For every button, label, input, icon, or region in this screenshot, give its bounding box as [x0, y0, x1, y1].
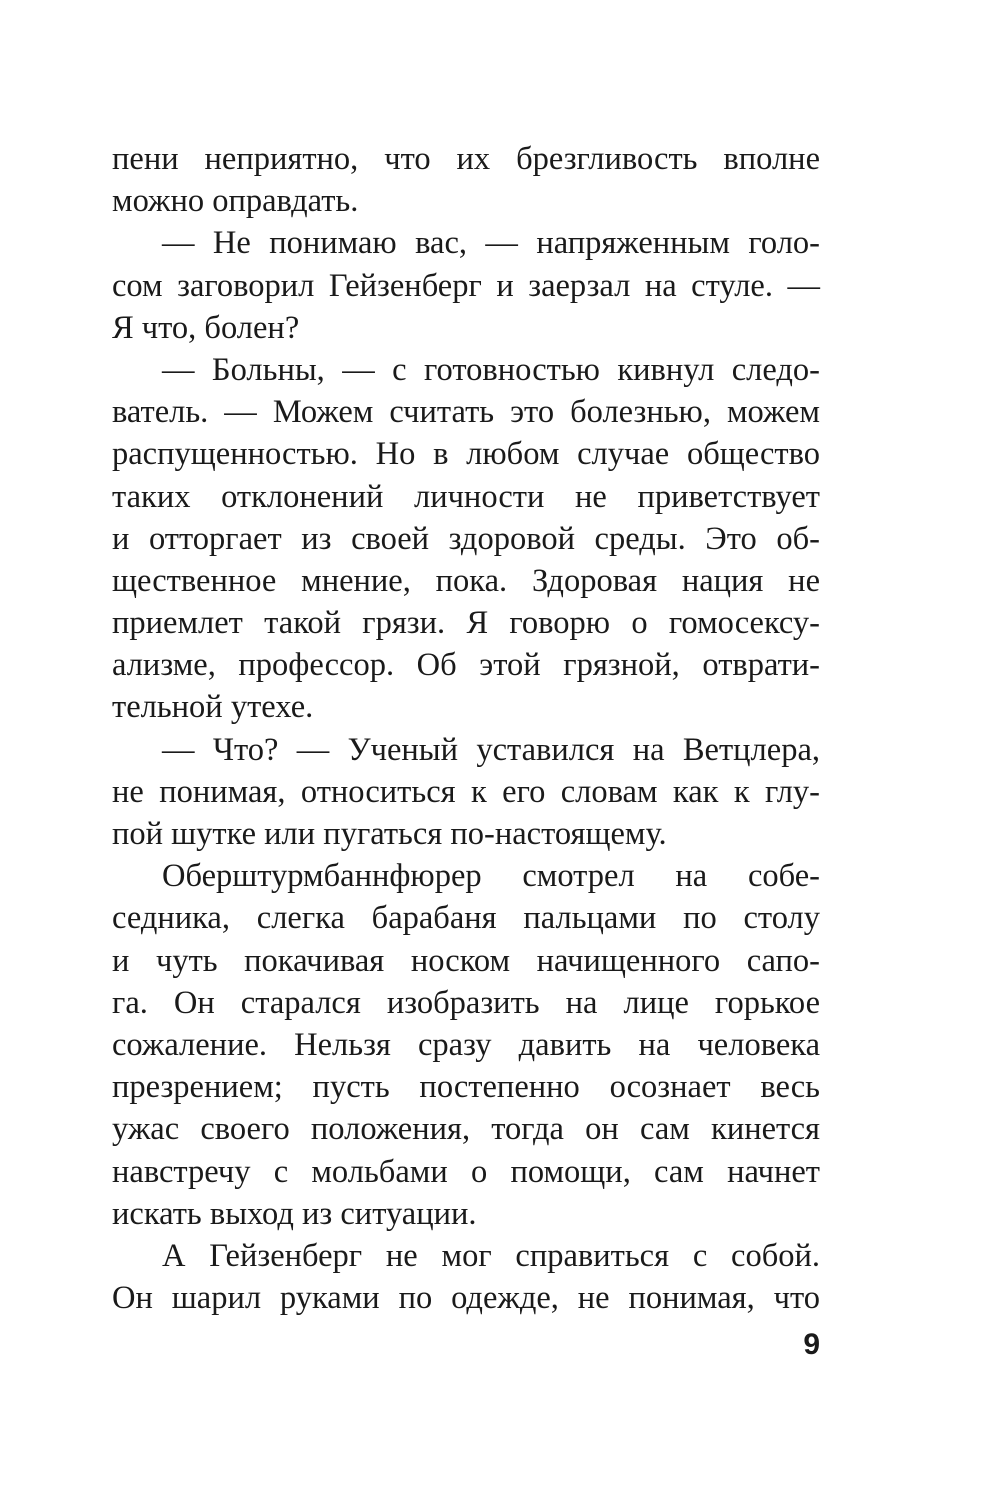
text-line: А Гейзенберг не мог справиться с собой. [162, 1237, 820, 1274]
text-line: щественное мнение, пока. Здоровая нация не [112, 562, 820, 599]
text-line: и чуть покачивая носком начищенного сапо- [112, 942, 820, 979]
text-line: пени неприятно, что их брезгливость вполне [112, 141, 820, 177]
text-line: сом заговорил Гейзенберг и заерзал на стуле. — [112, 267, 820, 304]
text-line: пой шутке или пугаться по-настоящему. [112, 816, 667, 852]
text-line: не понимая, относиться к его словам как к глу- [112, 773, 820, 810]
text-line: ватель. — Можем считать это болезнью, можем [112, 394, 820, 431]
text-line: таких отклонений личности не приветствует [112, 478, 820, 515]
text-line: искать выход из ситуации. [112, 1195, 477, 1232]
text-line: ализме, профессор. Об этой грязной, отврати- [112, 647, 820, 684]
text-line: седника, слегка барабаня пальцами по столу [112, 900, 820, 937]
text-line: сожаление. Нельзя сразу давить на человека [112, 1026, 820, 1063]
text-line: га. Он старался изобразить на лице горькое [112, 984, 820, 1021]
text-line: можно оправдать. [112, 183, 359, 220]
text-line: презрением; пусть постепенно осознает весь [112, 1069, 820, 1106]
page-number: 9 [803, 1328, 820, 1361]
text-line: Он шарил руками по одежде, не понимая, что [112, 1280, 820, 1317]
text-line: навстречу с мольбами о помощи, сам начнет [112, 1153, 820, 1190]
page-text [112, 138, 820, 1319]
text-line: — Больны, — с готовностью кивнул следо- [162, 351, 820, 388]
text-line: приемлет такой грязи. Я говорю о гомосексу- [112, 605, 820, 642]
text-line: — Что? — Ученый уставился на Ветцлера, [162, 731, 820, 768]
text-line: тельной утехе. [112, 689, 314, 726]
text-line: Оберштурмбаннфюрер смотрел на собе- [162, 858, 820, 895]
text-line: и отторгает из своей здоровой среды. Это об- [112, 520, 820, 557]
text-line: — Не понимаю вас, — напряженным голо- [162, 225, 820, 262]
text-line: ужас своего положения, тогда он сам кинется [112, 1111, 820, 1148]
text-line: распущенностью. Но в любом случае общество [112, 436, 820, 473]
text-line: Я что, болен? [112, 309, 300, 346]
